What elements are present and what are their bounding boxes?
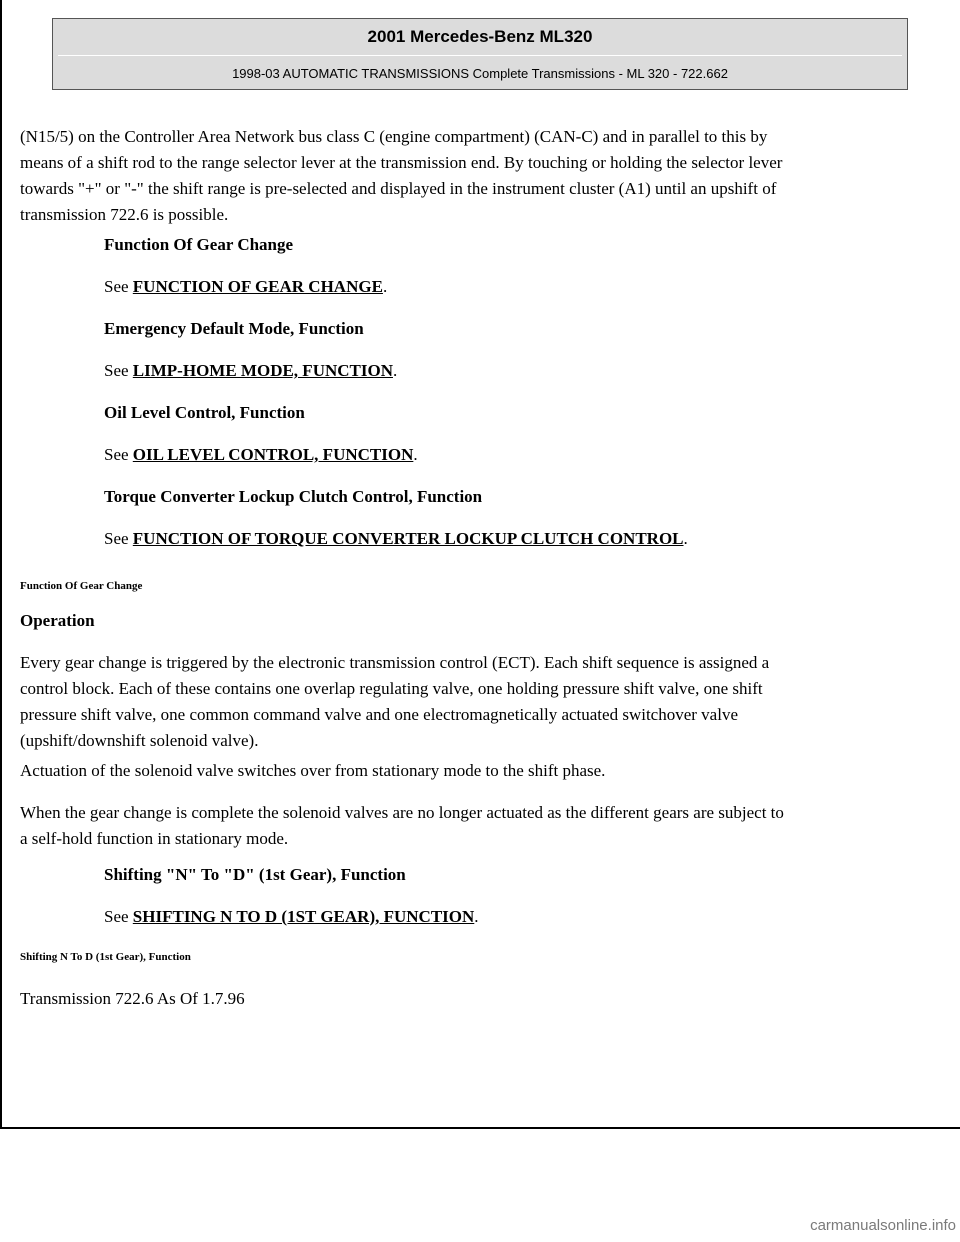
text-line: (upshift/downshift solenoid valve). (20, 731, 259, 750)
paragraph (20, 650, 920, 754)
ref-see-line: See OIL LEVEL CONTROL, FUNCTION. (104, 445, 418, 464)
watermark: carmanualsonline.info (810, 1217, 956, 1234)
text-line: means of a shift rod to the range selector lever at the transmission end. By touching or holding the selector lever (20, 153, 783, 172)
paragraph (20, 800, 920, 852)
header-divider (58, 55, 902, 56)
ref-see-line: See FUNCTION OF TORQUE CONVERTER LOCKUP CLUTCH CONTROL. (104, 529, 688, 548)
ref-see-line: See LIMP-HOME MODE, FUNCTION. (104, 361, 398, 380)
text-line: control block. Each of these contains one overlap regulating valve, one holding pressure shift valve, one shift (20, 679, 763, 698)
ref-link[interactable]: SHIFTING N TO D (1ST GEAR), FUNCTION (132, 907, 475, 926)
text-line: towards "+" or "-" the shift range is pre-selected and displayed in the instrument cluster (A1) until an upshift of (20, 179, 777, 198)
ref-see-line: See FUNCTION OF GEAR CHANGE. (104, 277, 388, 296)
document-subtitle: 1998-03 AUTOMATIC TRANSMISSIONS Complete Transmissions - ML 320 - 722.662 (232, 66, 728, 81)
intro-paragraph (20, 124, 920, 228)
page-left-rule (0, 0, 2, 1127)
document-title: 2001 Mercedes-Benz ML320 (367, 27, 593, 46)
ref-link[interactable]: FUNCTION OF GEAR CHANGE (132, 277, 383, 296)
ref-heading: Oil Level Control, Function (104, 403, 305, 422)
text-line: pressure shift valve, one common command valve and one electromagnetically actuated switchover valve (20, 705, 738, 724)
ref-heading: Shifting "N" To "D" (1st Gear), Function (104, 865, 406, 884)
document-header (52, 18, 908, 90)
paragraph: Transmission 722.6 As Of 1.7.96 (20, 989, 245, 1008)
text-line: transmission 722.6 is possible. (20, 205, 229, 224)
ref-heading: Function Of Gear Change (104, 235, 294, 254)
page-bottom-rule (0, 1127, 960, 1129)
ref-link[interactable]: OIL LEVEL CONTROL, FUNCTION (132, 445, 414, 464)
section-small-heading: Shifting N To D (1st Gear), Function (20, 951, 191, 963)
section-small-heading: Function Of Gear Change (20, 580, 143, 592)
paragraph: Actuation of the solenoid valve switches over from stationary mode to the shift phase. (20, 761, 606, 780)
ref-heading: Torque Converter Lockup Clutch Control, Function (104, 487, 483, 506)
text-line: When the gear change is complete the solenoid valves are no longer actuated as the different gears are subject to (20, 803, 784, 822)
text-line: Every gear change is triggered by the electronic transmission control (ECT). Each shift sequence is assigned a (20, 653, 770, 672)
ref-see-line: See SHIFTING N TO D (1ST GEAR), FUNCTION. (104, 907, 479, 926)
text-line: (N15/5) on the Controller Area Network bus class C (engine compartment) (CAN-C) and in parallel to this by (20, 127, 768, 146)
ref-link[interactable]: LIMP-HOME MODE, FUNCTION (132, 361, 393, 380)
text-line: a self-hold function in stationary mode. (20, 829, 289, 848)
ref-link[interactable]: FUNCTION OF TORQUE CONVERTER LOCKUP CLUTCH CONTROL (132, 529, 684, 548)
section-heading: Operation (20, 611, 95, 630)
ref-heading: Emergency Default Mode, Function (104, 319, 364, 338)
